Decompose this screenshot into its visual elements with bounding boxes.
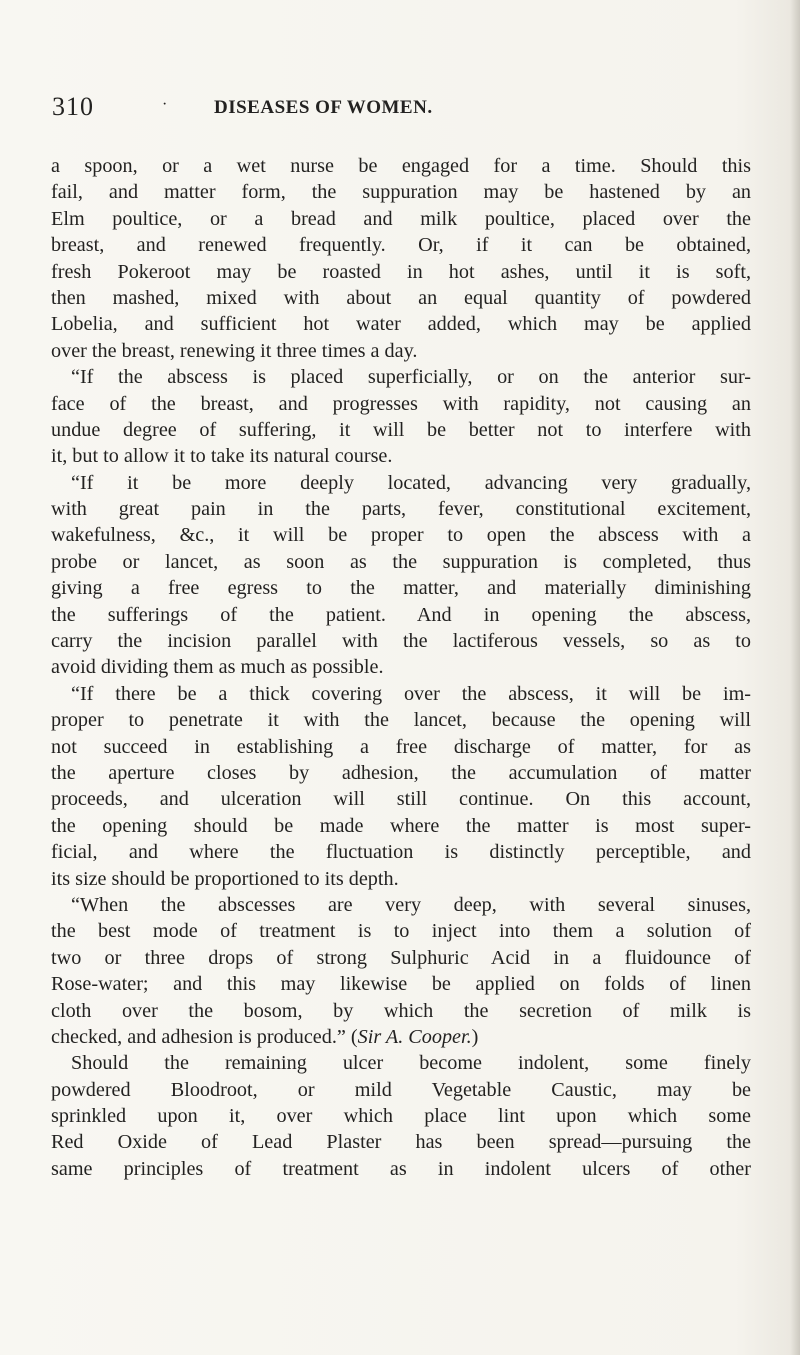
- text-line: then mashed, mixed with about an equal quantity of powdered: [51, 286, 751, 309]
- text-line: avoid dividing them as much as possible.: [51, 656, 384, 679]
- text-line: two or three drops of strong Sulphuric Acid in a fluidounce of: [51, 946, 751, 969]
- text-line: the opening should be made where the matter is most super-: [51, 814, 751, 837]
- citation-close: ): [471, 1025, 479, 1048]
- text-line: over the breast, renewing it three times a day.: [51, 339, 418, 362]
- text-line: “When the abscesses are very deep, with several sinuses,: [71, 893, 751, 916]
- text-line: sprinkled upon it, over which place lint upon which some: [51, 1105, 751, 1128]
- text-line: “If there be a thick covering over the abscess, it will be im-: [71, 682, 751, 705]
- text-line: wakefulness, &c., it will be proper to open the abscess with a: [51, 524, 751, 547]
- text-line: Elm poultice, or a bread and milk poultice, placed over the: [51, 207, 751, 230]
- text-line: proper to penetrate it with the lancet, because the opening will: [51, 709, 751, 732]
- text-line: Rose-water; and this may likewise be applied on folds of linen: [51, 973, 751, 996]
- text-line: giving a free egress to the matter, and materially diminishing: [51, 577, 751, 600]
- text-line: proceeds, and ulceration will still continue. On this account,: [51, 788, 751, 811]
- text-line: powdered Bloodroot, or mild Vegetable Caustic, may be: [51, 1078, 751, 1101]
- text-line: undue degree of suffering, it will be better not to interfere with: [51, 418, 751, 441]
- text-line: “If it be more deeply located, advancing very gradually,: [71, 471, 751, 494]
- text-line: the sufferings of the patient. And in opening the abscess,: [51, 603, 751, 626]
- text-line: with great pain in the parts, fever, constitutional excitement,: [51, 498, 751, 521]
- text-line: fail, and matter form, the suppuration may be hastened by an: [51, 181, 751, 204]
- text-line: Lobelia, and sufficient hot water added, which may be applied: [51, 313, 751, 336]
- text-line-fragment: checked, and adhesion is produced.” (: [51, 1025, 358, 1048]
- text-line: not succeed in establishing a free discharge of matter, for as: [51, 735, 751, 758]
- page-number: 310: [52, 92, 94, 121]
- text-line: fresh Pokeroot may be roasted in hot ashes, until it is soft,: [51, 260, 751, 283]
- header-separator: ·: [162, 96, 168, 113]
- text-line: breast, and renewed frequently. Or, if it can be obtained,: [51, 234, 751, 257]
- citation: Sir A. Cooper.: [357, 1025, 472, 1048]
- text-line: the best mode of treatment is to inject into them a solution of: [51, 920, 751, 943]
- text-line: ficial, and where the fluctuation is distinctly perceptible, and: [51, 841, 751, 864]
- text-line: face of the breast, and progresses with rapidity, not causing an: [51, 392, 751, 415]
- running-head: [52, 92, 752, 126]
- text-line-with-citation: [51, 1024, 751, 1050]
- body-text: [51, 153, 751, 1182]
- text-line: its size should be proportioned to its depth.: [51, 867, 399, 890]
- text-line: “If the abscess is placed superficially, or on the anterior sur-: [71, 366, 751, 389]
- text-line: probe or lancet, as soon as the suppuration is completed, thus: [51, 550, 751, 573]
- text-line: cloth over the bosom, by which the secretion of milk is: [51, 999, 751, 1022]
- page-edge-shadow: [790, 0, 800, 1355]
- text-line: it, but to allow it to take its natural course.: [51, 445, 393, 468]
- text-line: Red Oxide of Lead Plaster has been spread—pursuing the: [51, 1131, 751, 1154]
- running-title: DISEASES OF WOMEN.: [214, 97, 433, 118]
- text-line: Should the remaining ulcer become indolent, some finely: [71, 1052, 751, 1075]
- text-line: a spoon, or a wet nurse be engaged for a time. Should this: [51, 155, 751, 177]
- text-line: the aperture closes by adhesion, the accumulation of matter: [51, 761, 751, 784]
- text-line: same principles of treatment as in indolent ulcers of other: [51, 1157, 751, 1180]
- text-line: carry the incision parallel with the lactiferous vessels, so as to: [51, 630, 751, 653]
